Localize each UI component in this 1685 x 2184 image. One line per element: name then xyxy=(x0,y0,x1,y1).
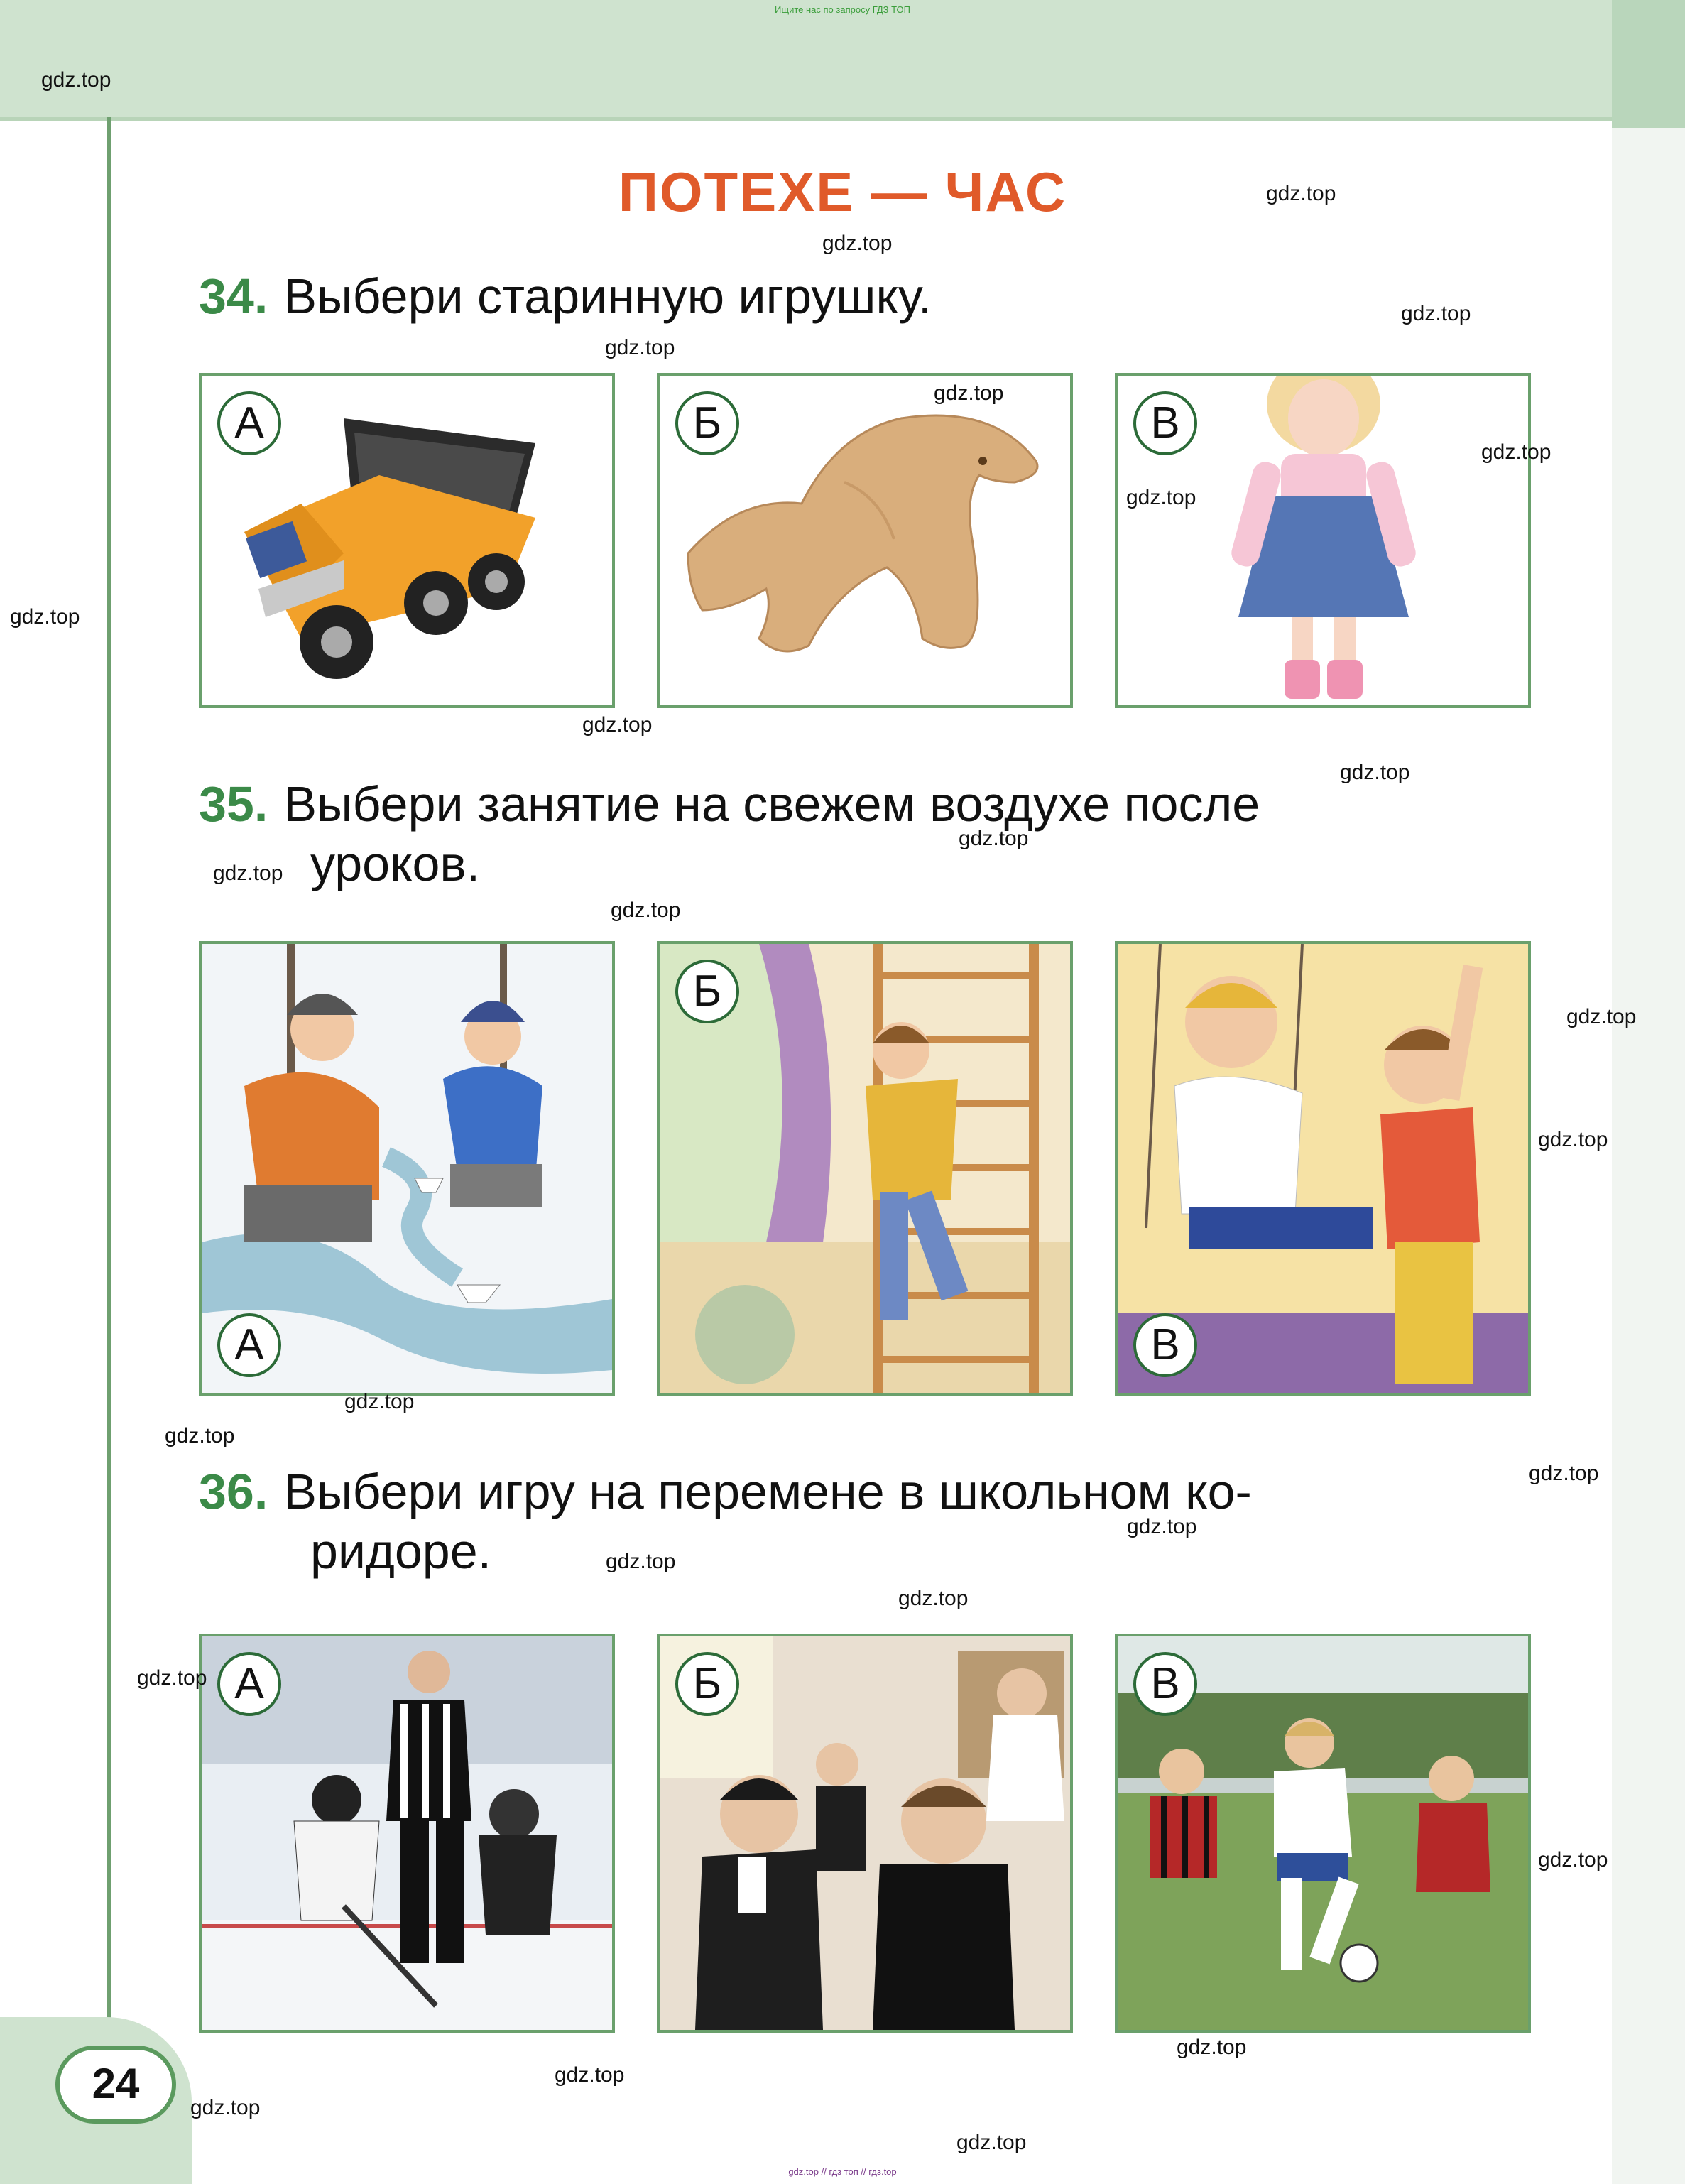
option-letter: Б xyxy=(675,960,739,1023)
watermark: gdz.top xyxy=(1266,182,1336,205)
option-34-a[interactable] xyxy=(199,373,615,708)
question-36-continuation: ридоре. xyxy=(310,1523,492,1579)
option-letter: Б xyxy=(675,391,739,455)
watermark: gdz.top xyxy=(41,68,111,92)
watermark: gdz.top xyxy=(934,381,1004,405)
watermark: gdz.top xyxy=(611,898,681,922)
option-34-v[interactable] xyxy=(1115,373,1531,708)
option-letter: А xyxy=(217,1313,281,1377)
watermark: gdz.top xyxy=(555,2063,625,2087)
option-letter: А xyxy=(217,391,281,455)
option-35-v[interactable] xyxy=(1115,941,1531,1396)
header-band xyxy=(0,0,1685,121)
watermark: gdz.top xyxy=(1529,1462,1599,1485)
option-letter: В xyxy=(1133,1652,1197,1716)
question-number: 34. xyxy=(199,268,268,324)
watermark: gdz.top xyxy=(190,2096,261,2119)
option-letter: А xyxy=(217,1652,281,1716)
question-35-continuation: уроков. xyxy=(310,836,481,891)
watermark: gdz.top xyxy=(344,1390,415,1413)
margin-rule xyxy=(107,117,111,2021)
watermark: gdz.top xyxy=(10,605,80,629)
question-text: Выбери игру на перемене в школьном ко- xyxy=(283,1464,1252,1519)
section-title: ПОТЕХЕ — ЧАС xyxy=(618,161,1067,223)
question-number: 35. xyxy=(199,776,268,832)
watermark: gdz.top xyxy=(582,713,653,737)
watermark: gdz.top xyxy=(822,232,893,255)
watermark: gdz.top xyxy=(956,2131,1027,2154)
question-text: Выбери занятие на свежем воздухе после xyxy=(283,776,1260,832)
question-text: Выбери старинную игрушку. xyxy=(283,268,932,324)
watermark: gdz.top xyxy=(1401,302,1471,325)
option-36-b[interactable] xyxy=(657,1634,1073,2033)
watermark: gdz.top xyxy=(606,1550,676,1573)
watermark: gdz.top xyxy=(1126,486,1196,509)
option-letter: Б xyxy=(675,1652,739,1716)
watermark: gdz.top xyxy=(1566,1005,1637,1028)
option-36-a[interactable] xyxy=(199,1634,615,2033)
option-letter: В xyxy=(1133,391,1197,455)
watermark: gdz.top xyxy=(165,1424,235,1447)
watermark: gdz.top xyxy=(1538,1128,1608,1151)
page-edge xyxy=(1612,0,1685,2184)
watermark: gdz.top xyxy=(898,1587,969,1610)
option-35-b[interactable] xyxy=(657,941,1073,1396)
question-number: 36. xyxy=(199,1464,268,1519)
header-note[interactable]: Ищите нас по запросу ГДЗ ТОП xyxy=(775,4,910,15)
watermark: gdz.top xyxy=(1340,761,1410,784)
watermark: gdz.top xyxy=(959,827,1029,850)
watermark: gdz.top xyxy=(1127,1515,1197,1538)
option-36-v[interactable] xyxy=(1115,1634,1531,2033)
option-letter: В xyxy=(1133,1313,1197,1377)
option-34-b[interactable] xyxy=(657,373,1073,708)
question-34 xyxy=(199,266,932,326)
question-35 xyxy=(199,774,1534,834)
watermark: gdz.top xyxy=(1481,440,1552,464)
watermark: gdz.top xyxy=(137,1666,207,1690)
watermark: gdz.top xyxy=(213,862,283,885)
option-35-a[interactable] xyxy=(199,941,615,1396)
question-36 xyxy=(199,1462,1534,1521)
watermark: gdz.top xyxy=(1177,2036,1247,2059)
page-number: 24 xyxy=(55,2046,176,2124)
watermark: gdz.top xyxy=(1538,1848,1608,1871)
watermark: gdz.top xyxy=(605,336,675,359)
footer-note[interactable]: gdz.top // гдз топ // гдз.top xyxy=(788,2166,897,2177)
